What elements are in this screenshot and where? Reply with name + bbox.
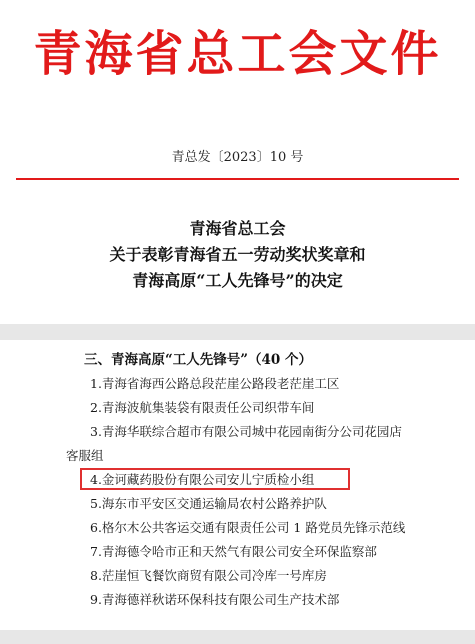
highlighted-item-text: 4.金诃藏药股份有限公司安儿宁质检小组	[90, 472, 315, 487]
list-item: 3.青海华联综合超市有限公司城中花园南街分公司花园店	[90, 424, 402, 439]
list-item: 6.格尔木公共客运交通有限责任公司 1 路党员先锋示范线	[90, 520, 406, 535]
title-line-3: 青海高原“工人先锋号”的决定	[132, 271, 343, 290]
red-divider	[16, 178, 459, 180]
list-item: 8.茫崖恒飞餐饮商贸有限公司冷库一号库房	[90, 568, 327, 583]
list-item: 2.青海波航集装袋有限责任公司织带车间	[90, 400, 315, 415]
document-banner: 青海省总工会文件	[33, 26, 442, 82]
document-number: 青总发〔2023〕10 号	[171, 150, 304, 165]
list-item: 7.青海德令哈市正和天然气有限公司安全环保监察部	[90, 544, 377, 559]
title-line-2: 关于表彰青海省五一劳动奖状奖章和	[109, 245, 366, 264]
list-item-continuation: 客服组	[66, 448, 104, 463]
title-line-1: 青海省总工会	[189, 219, 286, 238]
list-item: 1.青海省海西公路总段茫崖公路段老茫崖工区	[90, 376, 340, 391]
list-item: 9.青海德祥秋诺环保科技有限公司生产技术部	[90, 592, 340, 607]
honoree-list	[0, 372, 475, 612]
list-item-highlighted	[0, 468, 475, 492]
section-heading: 三、青海高原“工人先锋号”（40 个）	[84, 352, 313, 368]
document-page-list	[0, 340, 475, 630]
list-item: 5.海东市平安区交通运输局农村公路养护队	[90, 496, 327, 511]
document-title	[0, 216, 475, 294]
highlight-box	[80, 468, 350, 490]
